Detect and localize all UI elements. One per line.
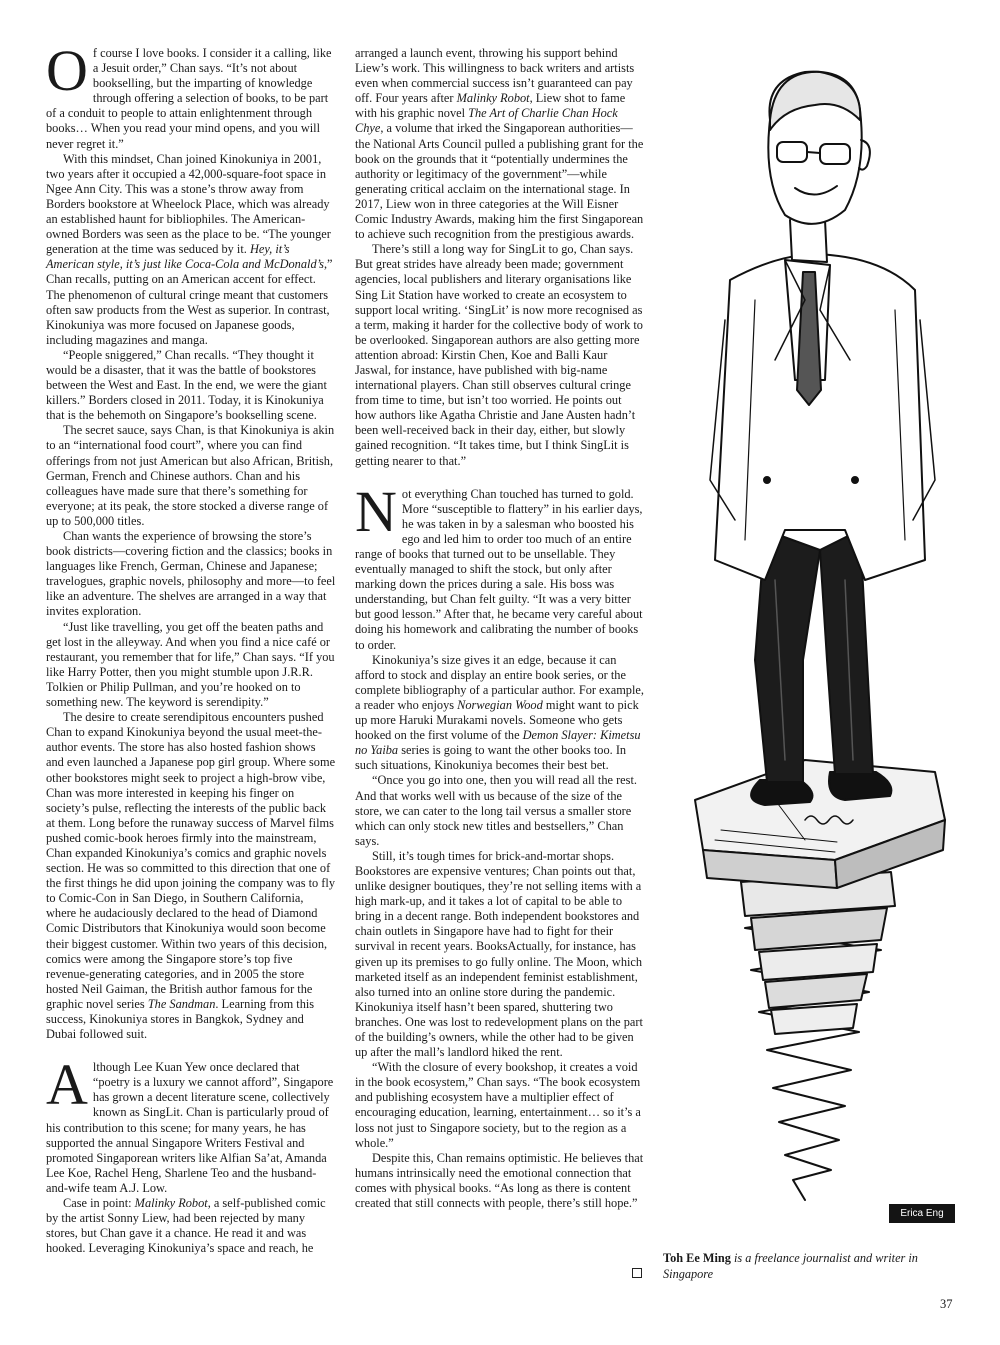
page-number: 37 — [940, 1297, 953, 1311]
author-name: Toh Ee Ming — [663, 1251, 731, 1265]
paragraph-text: “Once you go into one, then you will read all the rest. And that works well with us because of the size of the store, we can cater to the long tail versus a smaller store which can only stock new titles and bestsellers,” Chan says. — [355, 773, 637, 848]
paragraph-text: Kinokuniya’s size gives it an edge, because it can afford to stock and display an entire book series, or the complete bibliography of a particular author. For example, a reader who enjoys Norwegian Wood might want to pick up more Haruki Murakami novels. Someone who gets hooked on the first volume of the Demon Slayer: Kimetsu no Yaiba series is going to want the other books too. In such situations, Kinokuniya becomes their best bet. — [355, 652, 644, 773]
article-paragraph — [355, 653, 645, 774]
drop-cap: N — [355, 478, 397, 544]
paragraph-text: f course I love books. I consider it a calling, like a Jesuit order,” Chan says. “It’s not about bookselling, but the imparting of knowledge through offering a selection of books, to be part of a conduit to people to attain enlightenment through books… When you read your mind opens, and you will never regret it.” — [46, 46, 332, 151]
paragraph-text: Case in point: Malinky Robot, a self-published comic by the artist Sonny Liew, had been rejected by many stores, but Chan gave it a chance. He read it and was hooked. Leveraging Kinokuniya’s space and reach, he — [46, 1196, 326, 1256]
article-column-left — [46, 38, 336, 1256]
paragraph-text: With this mindset, Chan joined Kinokuniya in 2001, two years after it occupied a 42,000-square-foot space in Ngee Ann City. This was a stone’s throw away from Borders bookstore at Wheelock Place, which was already an established haunt for bibliophiles. The American-owned Borders was seen as the place to be. “The younger generation at the time was seduced by it. Hey, it’s American style, it’s just like Coca-Cola and McDonald’s,” Chan recalls, putting on an American accent for effect. The phenomenon of cultural cringe meant that customers often saw products from the West as superior. In contrast, Kinokuniya was more focused on Japanese goods, including magazines and manga. — [46, 151, 333, 347]
illustration-man-on-books — [655, 60, 965, 1210]
author-description: is a freelance journalist and writer in Singapore — [663, 1251, 918, 1281]
article-paragraph — [46, 38, 336, 152]
author-bio — [663, 1250, 963, 1282]
article-paragraph — [355, 849, 645, 1060]
illustration-credit: Erica Eng — [889, 1204, 955, 1223]
paragraph-text: Chan wants the experience of browsing the store’s book districts—covering fiction and the classics; books in languages like French, German, Chinese and Japanese; travelogues, graphic novels, philosophy and more—to feel like an adventure. The shelves are arranged in a way that invites exploration. — [46, 529, 336, 619]
article-paragraph — [46, 423, 336, 529]
article-paragraph — [355, 478, 645, 653]
paragraph-text: Despite this, Chan remains optimistic. He believes that humans intrinsically need the emotional connection that comes with physical books. “As long as there is content created that still connects with people, there’s still hope.” — [355, 1150, 644, 1211]
article-paragraph — [355, 242, 645, 468]
article-paragraph — [355, 1151, 645, 1211]
paragraph-text: “People sniggered,” Chan recalls. “They thought it would be a disaster, that it was the battle of bookstores between the West and East. In the end, we were the giant killers.” Borders closed in 2011. Today, it is Kinokuniya that is the behemoth on Singapore’s bookselling scene. — [46, 347, 327, 423]
article-paragraph — [46, 529, 336, 620]
paragraph-text: ot everything Chan touched has turned to gold. More “susceptible to flattery” in his earlier days, he was taken in by a salesman who boosted his ego and led him to order too much of an entire range of books that turned out to be unsellable. They eventually managed to shift the stock, but only after marking down the prices during a sale. His boss was understanding, but Chan felt guilty. “It was a very bitter but good lesson.” After that, he became very careful about doing his homework and calibrating the number of books to order. — [355, 486, 643, 652]
article-paragraph — [46, 1052, 336, 1196]
article-paragraph — [46, 710, 336, 1042]
end-of-article-mark — [632, 1268, 642, 1278]
drop-cap: O — [46, 38, 88, 103]
article-paragraph — [46, 348, 336, 423]
article-paragraph — [46, 1196, 336, 1256]
paragraph-text: The desire to create serendipitous encounters pushed Chan to expand Kinokuniya beyond the usual meet-the-author events. The store has also hosted fashion shows and even launched a Japanese pop girl group. Where some other bookstores might seek to project a high-brow vibe, Chan was more interested in keeping his finger on society’s pulse, reflecting the interests of the public back at them. Long before the runaway success of Marvel films pushed comic-book heroes firmly into the mainstream, Chan expanded Kinokuniya’s comics and graphic novels section. He was so committed to this direction that one of the first things he did upon joining the company was to fly to Comic-Con in San Diego, in Southern California, where he audaciously declared to the head of Diamond Comic Distributors that Kinokuniya would soon become their biggest customer. Within two years of this decision, comics were among the Singapore store’s top five revenue-generating categories, and in 2005 the store hosted Neil Gaiman, the British author famous for the graphic novel series The Sandman. Learning from this success, Kinokuniya stores in Bangkok, Sydney and Dubai followed suit. — [46, 710, 336, 1042]
paragraph-text: There’s still a long way for SingLit to go, Chan says. But great strides have already been made; government agencies, local publishers and literary organisations like Sing Lit Station have worked to create an ecosystem to support local writing. ‘SingLit’ is now more recognised as a term, making it harder for the collective body of work to be overlooked. Singaporean authors are also getting more attention abroad: Kirstin Chen, Koe and Balli Kaur Jaswal, for instance, have published with big-name international players. Chan still observes cultural cringe from time to time, but isn’t too worried. He points out how authors like Agatha Christie and Jane Austen hadn’t been well-received back in their day, either, but slowly gained recognition. “It takes time, but I think SingLit is getting nearer to that.” — [355, 242, 643, 468]
paragraph-text: arranged a launch event, throwing his support behind Liew’s work. This willingness to back writers and artists even when commercial success isn’t guaranteed can pay off. Four years after Malinky Robot, Liew shot to fame with his graphic novel The Art of Charlie Chan Hock Chye, a volume that irked the Singaporean authorities—the National Arts Council pulled a publishing grant for the book on the grounds that it “potentially undermines the authority or legitimacy of the government”—while generating critical acclaim on the international stage. In 2017, Liew won in three categories at the Will Eisner Comic Industry Awards, making him the first Singaporean to achieve such recognition from the prestigious awards. — [355, 46, 644, 242]
article-paragraph — [355, 773, 645, 848]
article-paragraph — [46, 620, 336, 711]
paragraph-text: The secret sauce, says Chan, is that Kinokuniya is akin to an “international food court”, where you can find offerings from not just American but also African, British, German, French and Chinese authors. Chan and his colleagues have made sure that there’s something for everyone; at its peak, the store stocked a diverse range of up to 500,000 titles. — [46, 423, 335, 528]
paragraph-text: “With the closure of every bookshop, it creates a void in the book ecosystem,” Chan says. “The book ecosystem and publishing ecosystem have a multiplier effect of encouraging education, learning, entertainment… so it’s a loss not just to Singapore society, but to the region as a whole.” — [355, 1060, 641, 1150]
article-column-middle — [355, 46, 645, 1211]
article-paragraph — [355, 46, 645, 242]
article-paragraph — [46, 152, 336, 348]
drop-cap: A — [46, 1052, 88, 1118]
paragraph-text: Still, it’s tough times for brick-and-mortar shops. Bookstores are expensive ventures; Chan points out that, unlike designer boutiques, they’re not selling items with a high mark-up, and it takes a lot of capital to be able to bring in a decent range. Both independent bookstores and chain outlets in Singapore have had to fight for their survival in recent years. BooksActually, for instance, has given up its premises to go fully online. The Moon, which marketed itself as an independent feminist establishment, also turned into an online store during the pandemic. Kinokuniya itself hasn’t been spared, shuttering two branches. One was lost to redevelopment plans on the part of the building’s owners, while the other had to be given up after the mall’s landlord hiked the rent. — [355, 848, 643, 1060]
paragraph-text: “Just like travelling, you get off the beaten paths and get lost in the alleyway. And when you find a nice café or restaurant, you remember that for life,” Chan says. “If you like Harry Potter, then you might stumble upon J.R.R. Tolkien or Philip Pullman, and you’re hooked on to something new. The keyword is serendipity.” — [46, 619, 335, 710]
paragraph-text: lthough Lee Kuan Yew once declared that “poetry is a luxury we cannot afford”, Singapore has grown a decent literature scene, collectively known as SingLit. Chan is particularly proud of his contribution to this scene; for many years, he has supported the annual Singapore Writers Festival and promoted Singaporean writers like Alfian Sa’at, Amanda Lee Koe, Rachel Heng, Sharlene Teo and the husband-and-wife team A.J. Low. — [46, 1060, 334, 1195]
article-paragraph — [355, 1060, 645, 1151]
